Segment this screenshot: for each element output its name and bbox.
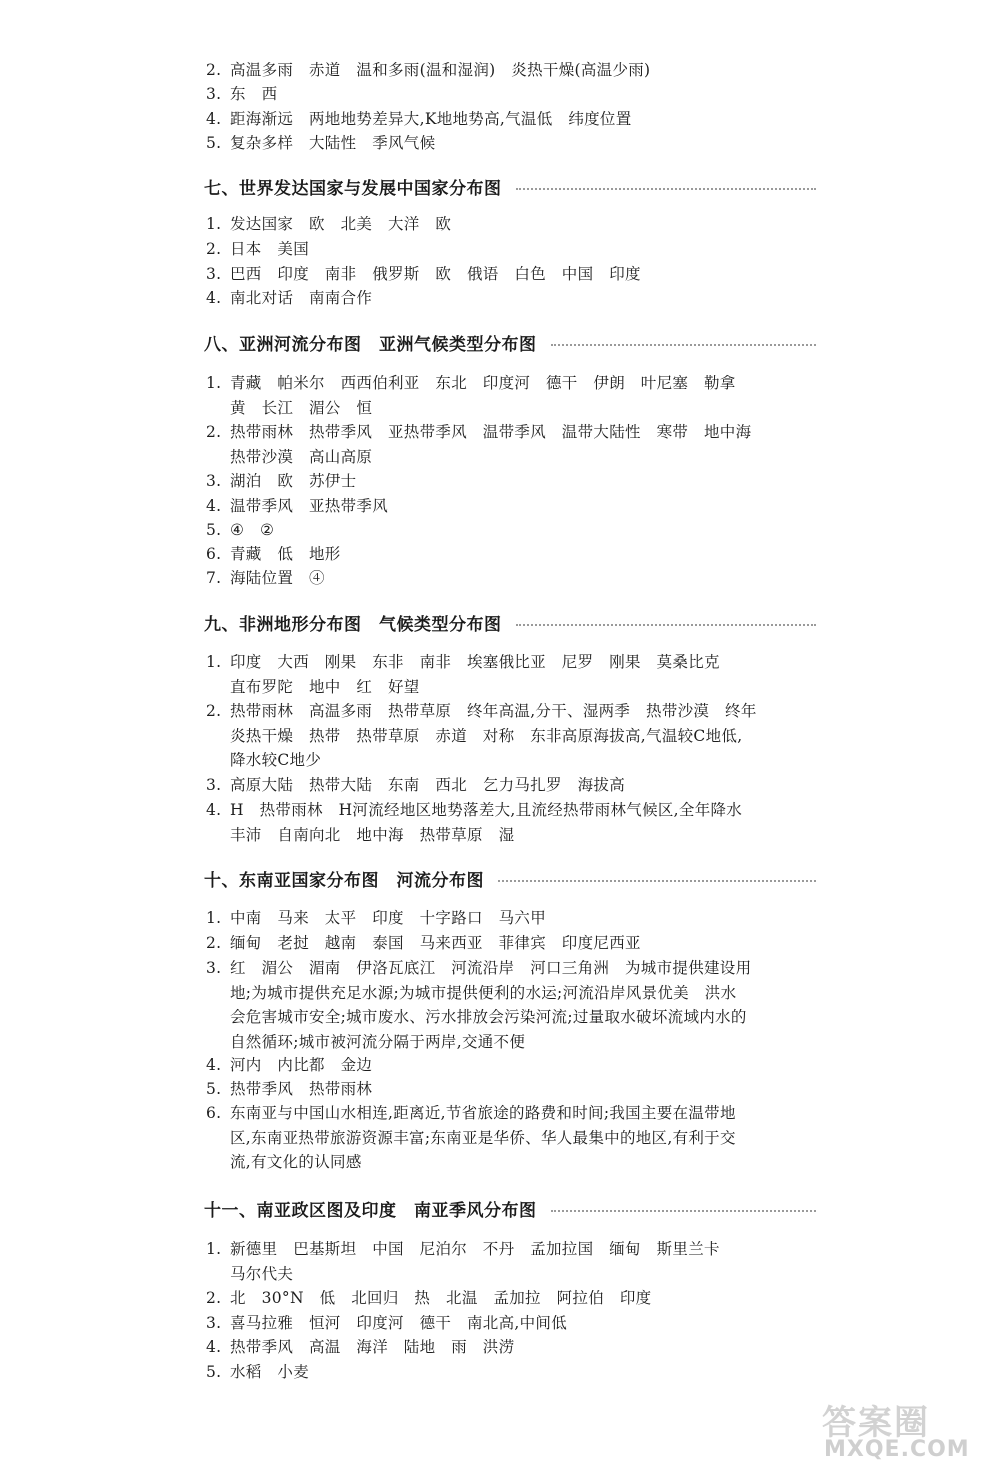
answer-item (206, 262, 816, 287)
answer-line: 会危害城市安全;城市废水、污水排放会污染河流;过量取水破坏流域内水的 (230, 1008, 747, 1026)
answer-item (206, 469, 816, 494)
answer-item (206, 1053, 816, 1078)
answer-item (206, 1360, 816, 1385)
section-title: 十一、南亚政区图及印度 南亚季风分布图 (204, 1200, 537, 1221)
item-number: 5. (206, 521, 222, 539)
answer-item (206, 58, 816, 83)
section-title: 十、东南亚国家分布图 河流分布图 (204, 870, 484, 891)
watermark (822, 1395, 992, 1465)
answer-item (206, 131, 816, 156)
dotted-leader (551, 344, 817, 346)
item-number: 5. (206, 1080, 222, 1098)
dotted-leader (498, 880, 816, 882)
answer-item (206, 1077, 816, 1102)
answer-line: 水稻 小麦 (230, 1363, 310, 1381)
answer-item (206, 931, 816, 956)
answer-line: 河内 内比都 金边 (230, 1056, 373, 1074)
answer-line: ④ ② (230, 521, 275, 539)
answer-line: 东 西 (230, 85, 278, 103)
answer-line: 马尔代夫 (230, 1264, 294, 1283)
item-number: 3. (206, 1314, 222, 1332)
answer-line: 日本 美国 (230, 240, 310, 258)
item-number: 4. (206, 110, 222, 128)
answer-item (206, 518, 816, 543)
item-number: 1. (206, 653, 222, 671)
answer-item (206, 107, 816, 132)
item-number: 3. (206, 472, 222, 490)
item-number: 1. (206, 909, 222, 927)
item-number: 2. (206, 423, 222, 441)
section-heading (204, 328, 816, 356)
watermark-url: MXQE.COM (824, 1437, 970, 1462)
answer-line: H 热带雨林 H河流经地区地势落差大,且流经热带雨林气候区,全年降水 (230, 801, 743, 819)
answer-line: 南北对话 南南合作 (230, 289, 373, 307)
item-number: 7. (206, 569, 222, 587)
answer-line: 热带季风 高温 海洋 陆地 雨 洪涝 (230, 1338, 515, 1356)
answer-item (206, 798, 816, 847)
answer-item (206, 237, 816, 262)
answer-item (206, 906, 816, 931)
watermark-logo: 答案圈 (822, 1403, 930, 1443)
answer-item (206, 420, 816, 469)
item-number: 5. (206, 1363, 222, 1381)
item-number: 1. (206, 374, 222, 392)
answer-line: 炎热干燥 热带 热带草原 赤道 对称 东非高原海拔高,气温较C地低, (230, 726, 743, 745)
answer-item (206, 699, 816, 773)
answer-line: 热带雨林 高温多雨 热带草原 终年高温,分干、湿两季 热带沙漠 终年 (230, 702, 757, 720)
item-number: 2. (206, 934, 222, 952)
item-number: 3. (206, 265, 222, 283)
answer-line: 高原大陆 热带大陆 东南 西北 乞力马扎罗 海拔高 (230, 776, 626, 794)
answer-line: 自然循环;城市被河流分隔于两岸,交通不便 (230, 1032, 526, 1051)
answer-item (206, 1311, 816, 1336)
answer-line: 热带季风 热带雨林 (230, 1080, 373, 1098)
answer-line: 流,有文化的认同感 (230, 1153, 362, 1171)
answer-item (206, 1335, 816, 1360)
item-number: 6. (206, 545, 222, 563)
answer-line: 地;为城市提供充足水源;为城市提供便利的水运;河流沿岸风景优美 洪水 (230, 983, 737, 1002)
item-number: 4. (206, 289, 222, 307)
answer-line: 发达国家 欧 北美 大洋 欧 (230, 215, 452, 233)
answer-line: 高温多雨 赤道 温和多雨(温和湿润) 炎热干燥(高温少雨) (230, 61, 651, 79)
answer-line: 北 30°N 低 北回归 热 北温 孟加拉 阿拉伯 印度 (230, 1289, 652, 1307)
item-number: 3. (206, 776, 222, 794)
section-heading (204, 172, 816, 200)
answer-line: 区,东南亚热带旅游资源丰富;东南亚是华侨、华人最集中的地区,有利于交 (230, 1128, 736, 1147)
answer-item (206, 542, 816, 567)
section-title: 七、世界发达国家与发展中国家分布图 (204, 178, 502, 199)
answer-line: 红 湄公 湄南 伊洛瓦底江 河流沿岸 河口三角洲 为城市提供建设用 (230, 959, 752, 977)
answer-item (206, 212, 816, 237)
answer-line: 湖泊 欧 苏伊士 (230, 472, 357, 490)
item-number: 4. (206, 497, 222, 515)
section-title: 八、亚洲河流分布图 亚洲气候类型分布图 (204, 334, 537, 355)
answer-line: 丰沛 自南向北 地中海 热带草原 湿 (230, 825, 515, 844)
answer-line: 印度 大西 刚果 东非 南非 埃塞俄比亚 尼罗 刚果 莫桑比克 (230, 653, 720, 671)
dotted-leader (516, 188, 817, 190)
answer-line: 黄 长江 湄公 恒 (230, 398, 373, 417)
answer-line: 缅甸 老挝 越南 泰国 马来西亚 菲律宾 印度尼西亚 (230, 934, 641, 952)
item-number: 6. (206, 1104, 222, 1122)
answer-line: 海陆位置 ④ (230, 569, 325, 587)
answer-item (206, 286, 816, 311)
section-heading (204, 608, 816, 636)
answer-line: 喜马拉雅 恒河 印度河 德干 南北高,中间低 (230, 1314, 568, 1332)
dotted-leader (551, 1210, 817, 1212)
answer-line: 青藏 低 地形 (230, 545, 341, 563)
item-number: 2. (206, 61, 222, 79)
answer-item (206, 1286, 816, 1311)
answer-line: 距海渐远 两地地势差异大,K地地势高,气温低 纬度位置 (230, 110, 632, 128)
answer-line: 降水较C地少 (230, 751, 322, 769)
item-number: 1. (206, 1240, 222, 1258)
item-number: 2. (206, 1289, 222, 1307)
answer-item (206, 773, 816, 798)
section-heading (204, 1194, 816, 1222)
answer-item (206, 82, 816, 107)
item-number: 2. (206, 702, 222, 720)
answer-item (206, 566, 816, 591)
answer-item (206, 650, 816, 699)
answer-line: 新德里 巴基斯坦 中国 尼泊尔 不丹 孟加拉国 缅甸 斯里兰卡 (230, 1240, 720, 1258)
answer-line: 青藏 帕米尔 西西伯利亚 东北 印度河 德干 伊朗 叶尼塞 勒拿 (230, 374, 736, 392)
answer-item (206, 494, 816, 519)
answer-line: 东南亚与中国山水相连,距离近,节省旅途的路费和时间;我国主要在温带地 (230, 1104, 736, 1122)
answer-line: 直布罗陀 地中 红 好望 (230, 677, 420, 696)
answer-line: 中南 马来 太平 印度 十字路口 马六甲 (230, 909, 547, 927)
answer-item (206, 1237, 816, 1286)
item-number: 4. (206, 801, 222, 819)
answer-line: 温带季风 亚热带季风 (230, 497, 389, 515)
answer-line: 热带沙漠 高山高原 (230, 447, 373, 466)
answer-item (206, 956, 816, 1054)
answer-item (206, 1101, 816, 1175)
answer-line: 巴西 印度 南非 俄罗斯 欧 俄语 白色 中国 印度 (230, 265, 641, 283)
item-number: 4. (206, 1338, 222, 1356)
item-number: 3. (206, 959, 222, 977)
section-title: 九、非洲地形分布图 气候类型分布图 (204, 614, 502, 635)
item-number: 4. (206, 1056, 222, 1074)
answer-line: 热带雨林 热带季风 亚热带季风 温带季风 温带大陆性 寒带 地中海 (230, 423, 752, 441)
dotted-leader (516, 624, 817, 626)
section-heading (204, 864, 816, 892)
item-number: 5. (206, 134, 222, 152)
item-number: 1. (206, 215, 222, 233)
item-number: 2. (206, 240, 222, 258)
answer-item (206, 371, 816, 420)
item-number: 3. (206, 85, 222, 103)
answer-line: 复杂多样 大陆性 季风气候 (230, 134, 436, 152)
